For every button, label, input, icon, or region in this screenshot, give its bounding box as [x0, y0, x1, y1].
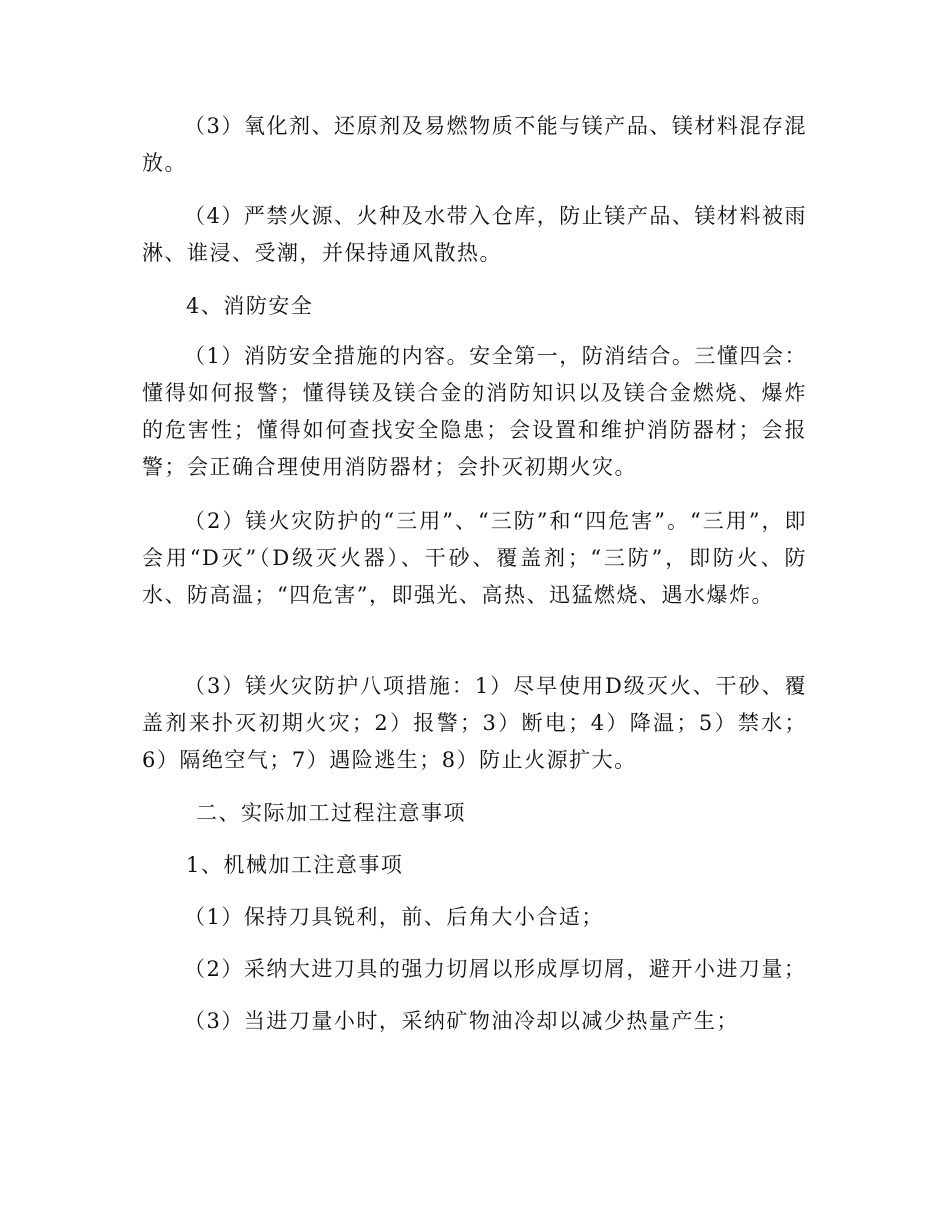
paragraph-storage-4: （4）严禁火源、火种及水带入仓库，防止镁产品、镁材料被雨淋、谁浸、受潮，并保持通风散热。 — [142, 204, 807, 265]
subsection-heading-machining: 1、机械加工注意事项 — [186, 853, 404, 877]
paragraph-machining-2: （2）采纳大进刀具的强力切屑以形成厚切屑，避开小进刀量； — [184, 957, 807, 981]
paragraph-machining-1: （1）保持刀具锐利，前、后角大小合适； — [184, 905, 604, 929]
section-heading-processing: 二、实际加工过程注意事项 — [196, 801, 466, 825]
section-heading-fire-safety: 4、消防安全 — [186, 294, 314, 318]
paragraph-machining-3: （3）当进刀量小时，采纳矿物油冷却以减少热量产生； — [184, 1009, 739, 1033]
paragraph-fire-safety-3: （3）镁火灾防护八项措施：1）尽早使用D级灭火、干砂、覆盖剂来扑灭初期火灾；2）报警；3）断电；4）降温；5）禁水；6）隔绝空气；7）遇险逃生；8）防止火源扩大。 — [142, 674, 807, 772]
paragraph-fire-safety-2: （2）镁火灾防护的“三用”、“三防”和“四危害”。“三用”，即会用“D灭”（D级灭火器）、干砂、覆盖剂；“三防”，即防火、防水、防高温；“四危害”，即强光、高热、迅猛燃烧、遇水爆炸。 — [142, 509, 807, 607]
paragraph-fire-safety-1: （1）消防安全措施的内容。安全第一，防消结合。三懂四会：懂得如何报警；懂得镁及镁合金的消防知识以及镁合金燃烧、爆炸的危害性；懂得如何查找安全隐患；会设置和维护消防器材；会报警；会正确合理使用消防器材；会扑灭初期火灾。 — [142, 344, 807, 479]
paragraph-storage-3: （3）氧化剂、还原剂及易燃物质不能与镁产品、镁材料混存混放。 — [142, 114, 807, 175]
